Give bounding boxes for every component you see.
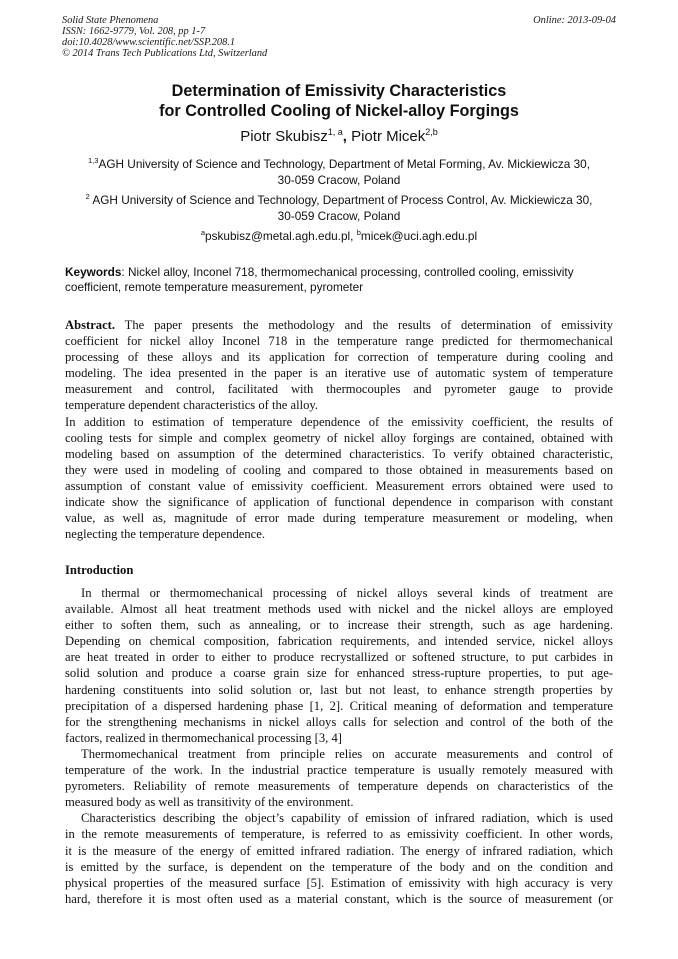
journal-header <box>62 15 267 59</box>
doi-line[interactable]: doi:10.4028/www.scientific.net/SSP.208.1 <box>62 37 236 48</box>
abstract-line: coefficient for nickel alloy Inconel 718 in the temperature range predicted for thermomechanical <box>65 334 613 349</box>
intro-line: pyrometers. Reliability of remote measurements of temperature depends on characteristics of the <box>65 779 613 794</box>
abstract-line: indicate show the significance of application of functional dependence in comparison with constant <box>65 495 613 510</box>
intro-line: precipitation of a dispersed hardening phase [1, 2]. Critical meaning of deformation and temperature <box>65 698 613 713</box>
abstract-line: In addition to estimation of temperature dependence of the emissivity coefficient, the results of <box>65 414 613 429</box>
affiliation-2-line-2: 30-059 Cracow, Poland <box>277 208 401 223</box>
journal-name: Solid State Phenomena <box>62 15 159 26</box>
paper-title <box>0 81 678 121</box>
intro-line: hard, therefore it is most often used as a material constant, which is the source of measurement (or <box>65 891 613 906</box>
abstract-line: Abstract. The paper presents the methodology and the results of determination of emissivity <box>65 318 613 332</box>
issn-line: ISSN: 1662-9779, Vol. 208, pp 1-7 <box>62 26 206 37</box>
intro-line: measured body as well as transitivity of the environment. <box>65 795 354 810</box>
abstract-line: modeling based on assumption of the determined characteristics. To verify obtained characteristic, <box>65 446 613 461</box>
email-b[interactable]: micek@uci.agh.edu.pl <box>360 229 478 243</box>
intro-line: In thermal or thermomechanical processing of nickel alloys several kinds of treatment are <box>81 586 613 600</box>
affiliation-1 <box>0 157 678 188</box>
introduction-section <box>65 585 613 907</box>
intro-line: hardening constituents into solid solution or, last but not least, to enhance strength properties by <box>65 682 613 697</box>
keywords-line-2: coefficient, remote temperature measurement, pyrometer <box>65 280 364 294</box>
intro-line: is emitted by the surface, is dependent on the temperature of the body and on the condition and <box>65 859 613 874</box>
affiliation-1-line-2: 30-059 Cracow, Poland <box>277 172 401 187</box>
intro-line: Thermomechanical treatment from principle relies on accurate measurements and control of <box>81 746 613 761</box>
abstract-line: value, as well as, magnitude of error made during temperature measurement or modeling, when <box>65 511 613 526</box>
intro-line: in the remote measurements of temperature, is referred to as emissivity coefficient. In other words, <box>65 827 613 842</box>
abstract-line: assumption of constant value of emissivity coefficient. Measurement errors obtained were used to <box>65 478 613 493</box>
abstract-line: cooling tests for simple and complex geometry of nickel alloy forgings are contained, obtained with <box>65 430 613 445</box>
author-list <box>0 128 678 146</box>
email-a[interactable]: pskubisz@metal.agh.edu.pl, <box>205 229 357 243</box>
intro-line: for the strengthening mechanisms in nickel alloys calls for selection and control of the both of the <box>65 714 613 729</box>
keywords-line-1: : Nickel alloy, Inconel 718, thermomechanical processing, controlled cooling, emissivity <box>121 265 574 279</box>
introduction-heading: Introduction <box>65 563 134 577</box>
author-2-affil-sup: 2,b <box>425 127 438 137</box>
author-separator: , <box>342 128 347 145</box>
abstract-line: processing of these alloys and its application for correction of temperature during cooling and <box>65 350 613 365</box>
email-b-sup: b <box>356 228 361 237</box>
title-line-1: Determination of Emissivity Characteristics <box>171 82 507 100</box>
author-2: Piotr Micek <box>351 128 426 145</box>
intro-line: physical properties of the measured surface [5]. Estimation of emissivity with high accuracy is very <box>65 875 613 890</box>
abstract-line: measurement and control, facilitated with thermocouples and pyrometer gauge to provide <box>65 382 613 397</box>
abstract-line: modeling. The idea presented in the paper is an iterative use of automatic system of temperature <box>65 366 613 381</box>
affiliation-2-sup: 2 <box>85 192 90 201</box>
abstract-label: Abstract. <box>65 318 116 332</box>
intro-line: Depending on chemical composition, fabrication requirements, and intended service, nickel alloys <box>65 634 613 649</box>
intro-line: available. Almost all heat treatment methods used with nickel and the nickel alloys are employed <box>65 602 613 617</box>
abstract-section <box>65 317 613 542</box>
intro-line: Characteristics describing the object’s capability of emission of infrared radiation, which is used <box>81 811 613 826</box>
abstract-line: they were used in modeling of cooling and compared to those obtained in measurements based on <box>65 462 613 477</box>
affiliation-1-sup: 1,3 <box>88 156 99 165</box>
abstract-line: temperature dependent characteristics of the alloy. <box>65 398 319 413</box>
intro-line: either to soften them, such as annealing, or to increase their strength, such as age hardening. <box>65 618 613 633</box>
author-1: Piotr Skubisz <box>240 128 328 145</box>
author-emails <box>0 229 678 245</box>
intro-line: are heat treated in order to either to produce recrystallized or softened structure, to put carbides in <box>65 650 613 665</box>
keywords-label: Keywords <box>65 265 122 279</box>
title-line-2: for Controlled Cooling of Nickel-alloy Forgings <box>159 102 519 120</box>
author-1-affil-sup: 1, a <box>327 127 343 137</box>
affiliation-1-line-1: AGH University of Science and Technology, Department of Metal Forming, Av. Mickiewicza 30, <box>98 157 590 171</box>
copyright-line: © 2014 Trans Tech Publications Ltd, Switzerland <box>62 48 268 59</box>
online-date: Online: 2013-09-04 <box>533 15 616 26</box>
affiliation-2-line-1: AGH University of Science and Technology, Department of Process Control, Av. Mickiewicza 30, <box>92 193 593 207</box>
keywords-section <box>65 265 613 295</box>
intro-line: solid solution and produce a coarse grain size for enhanced stress-rupture properties, to put age- <box>65 666 613 681</box>
abstract-line: neglecting the temperature dependence. <box>65 527 265 542</box>
affiliation-2 <box>0 193 678 224</box>
intro-line: temperature of the work. In the industrial practice temperature is usually remotely measured with <box>65 763 613 778</box>
email-a-sup: a <box>200 228 206 237</box>
intro-line: factors, realized in thermomechanical processing [3, 4] <box>65 730 342 745</box>
intro-line: it is the measure of the energy of emitted infrared radiation. The energy of infrared radiation, which <box>65 843 613 858</box>
